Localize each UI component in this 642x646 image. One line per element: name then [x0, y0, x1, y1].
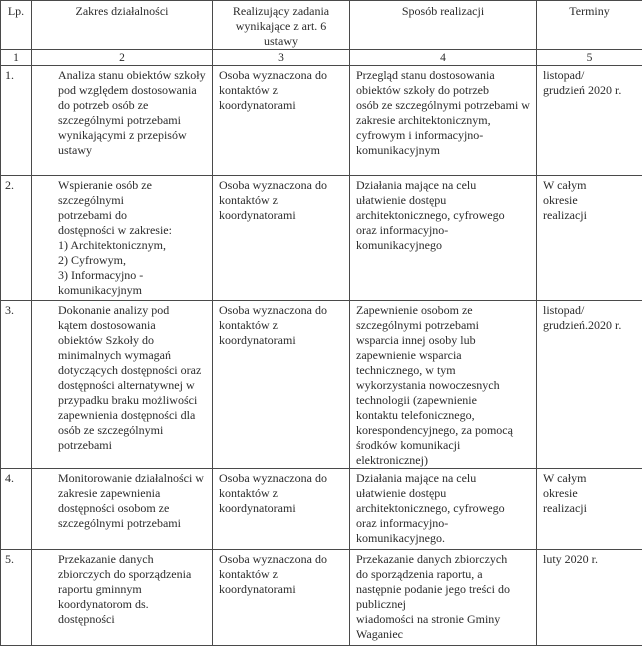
column-number: 2 — [32, 50, 213, 66]
table-row — [1, 176, 642, 301]
method-cell: Zapewnienie osobom ze szczególnymi potrzebami wsparcia innej osoby lub zapewnienie wsparcia technicznego, w tym wykorzystania nowoczesnych technologii (zapewnienie kontaktu telefonicznego, korespondencyjnego, za pomocą środków komunikacji elektronicznej) — [350, 301, 537, 469]
deadline-cell: listopad/ grudzień.2020 r. — [537, 301, 642, 469]
responsible-cell: Osoba wyznaczona do kontaktów z koordynatorami — [213, 66, 350, 176]
table-row — [1, 66, 642, 176]
column-number: 1 — [1, 50, 32, 66]
column-number: 3 — [213, 50, 350, 66]
column-number-row — [1, 50, 642, 66]
scope-cell: Przekazanie danych zbiorczych do sporządzenia raportu gminnym koordynatorom ds. dostępności — [32, 550, 213, 646]
method-cell: Działania mające na celu ułatwienie dostępu architektonicznego, cyfrowego oraz informacyjno- komunikacyjnego. — [350, 469, 537, 550]
deadline-cell: luty 2020 r. — [537, 550, 642, 646]
header-row — [1, 1, 642, 50]
header-who: Realizujący zadania wynikające z art. 6 ustawy — [213, 1, 350, 50]
row-number: 3. — [1, 301, 32, 469]
table-row — [1, 469, 642, 550]
table-row — [1, 301, 642, 469]
scope-cell: Monitorowanie działalności w zakresie zapewnienia dostępności osobom ze szczególnymi potrzebami — [32, 469, 213, 550]
row-number: 1. — [1, 66, 32, 176]
column-number: 4 — [350, 50, 537, 66]
row-number: 2. — [1, 176, 32, 301]
deadline-cell: W całym okresie realizacji — [537, 469, 642, 550]
responsible-cell: Osoba wyznaczona do kontaktów z koordynatorami — [213, 301, 350, 469]
responsible-cell: Osoba wyznaczona do kontaktów z koordynatorami — [213, 176, 350, 301]
table-row — [1, 550, 642, 646]
header-when: Terminy — [537, 1, 642, 50]
row-number: 5. — [1, 550, 32, 646]
column-number: 5 — [537, 50, 642, 66]
scope-cell: Wspieranie osób ze szczególnymi potrzebami do dostępności w zakresie: 1) Architektonicznym, 2) Cyfrowym, 3) Informacyjno - komunikacyjnym — [32, 176, 213, 301]
deadline-cell: W całym okresie realizacji — [537, 176, 642, 301]
responsible-cell: Osoba wyznaczona do kontaktów z koordynatorami — [213, 469, 350, 550]
header-scope: Zakres działalności — [32, 1, 213, 50]
method-cell: Działania mające na celu ułatwienie dostępu architektonicznego, cyfrowego oraz informacyjno- komunikacyjnego — [350, 176, 537, 301]
header-how: Sposób realizacji — [350, 1, 537, 50]
row-number: 4. — [1, 469, 32, 550]
deadline-cell: listopad/ grudzień 2020 r. — [537, 66, 642, 176]
responsible-cell: Osoba wyznaczona do kontaktów z koordynatorami — [213, 550, 350, 646]
scope-cell: Dokonanie analizy pod kątem dostosowania obiektów Szkoły do minimalnych wymagań dotyczących dostępności oraz dostępności alternatywnej w przypadku braku możliwości zapewnienia dostępności dla osób ze szczególnymi potrzebami — [32, 301, 213, 469]
method-cell: Przegląd stanu dostosowania obiektów szkoły do potrzeb osób ze szczególnymi potrzebami w zakresie architektonicznym, cyfrowym i informacyjno- komunikacyjnym — [350, 66, 537, 176]
scope-cell: Analiza stanu obiektów szkoły pod względem dostosowania do potrzeb osób ze szczególnymi potrzebami wynikającymi z przepisów ustawy — [32, 66, 213, 176]
header-lp: Lp. — [1, 1, 32, 50]
method-cell: Przekazanie danych zbiorczych do sporządzenia raportu, a następnie podanie jego treści do publicznej wiadomości na stronie Gminy Waganiec — [350, 550, 537, 646]
